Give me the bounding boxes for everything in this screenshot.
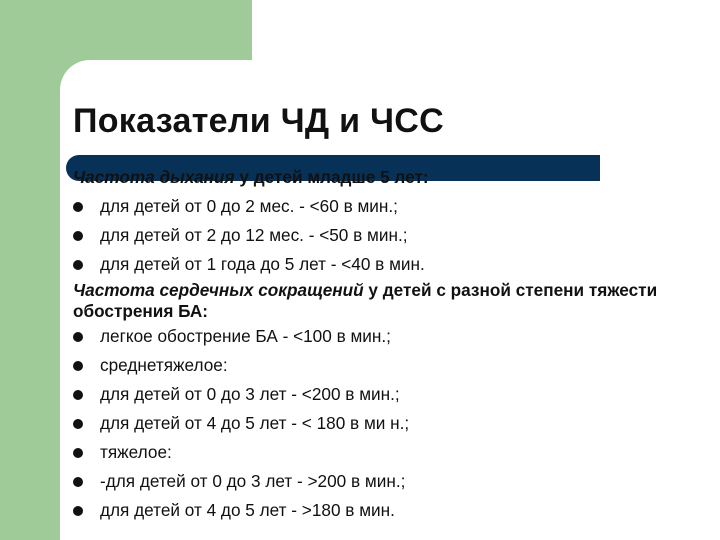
list-item <box>73 221 713 250</box>
bullet-icon <box>73 361 83 371</box>
bullet-icon <box>73 260 83 270</box>
section-heading-heart-rate <box>73 280 713 322</box>
list-item <box>73 192 713 221</box>
heading-rest: у детей с разной степени тяжести обострения БА: <box>73 280 658 321</box>
list-item <box>73 496 713 525</box>
list-item <box>73 380 713 409</box>
list-item-text: для детей от 0 до 3 лет - <200 в мин.; <box>100 384 400 404</box>
slide-content <box>73 163 713 525</box>
list-item-text: для детей от 1 года до 5 лет - <40 в мин. <box>100 254 425 274</box>
bullet-icon <box>73 390 83 400</box>
list-item <box>73 409 713 438</box>
bullet-icon <box>73 202 83 212</box>
list-item <box>73 467 713 496</box>
bullet-icon <box>73 448 83 458</box>
list-item-text: тяжелое: <box>100 442 172 462</box>
bullet-icon <box>73 477 83 487</box>
slide-title: Показатели ЧД и ЧСС <box>73 102 445 140</box>
list-item <box>73 322 713 351</box>
list-item-text: для детей от 2 до 12 мес. - <50 в мин.; <box>100 225 408 245</box>
list-item <box>73 250 713 279</box>
heading-italic: Частота сердечных сокращений <box>73 280 364 300</box>
section-heading-breathing <box>73 163 713 192</box>
bullet-icon <box>73 506 83 516</box>
bullet-icon <box>73 419 83 429</box>
list-item <box>73 351 713 380</box>
list-item <box>73 438 713 467</box>
bullet-icon <box>73 332 83 342</box>
bullet-icon <box>73 231 83 241</box>
list-item-text: -для детей от 0 до 3 лет - >200 в мин.; <box>100 471 406 491</box>
heading-italic: Частота дыхания <box>73 167 235 187</box>
heading-rest: у детей младше 5 лет: <box>234 167 429 187</box>
list-item-text: для детей от 0 до 2 мес. - <60 в мин.; <box>100 196 398 216</box>
list-item-text: среднетяжелое: <box>100 355 228 375</box>
list-item-text: легкое обострение БА - <100 в мин.; <box>100 326 391 346</box>
list-item-text: для детей от 4 до 5 лет - < 180 в ми н.; <box>100 413 410 433</box>
list-item-text: для детей от 4 до 5 лет - >180 в мин. <box>100 500 395 520</box>
